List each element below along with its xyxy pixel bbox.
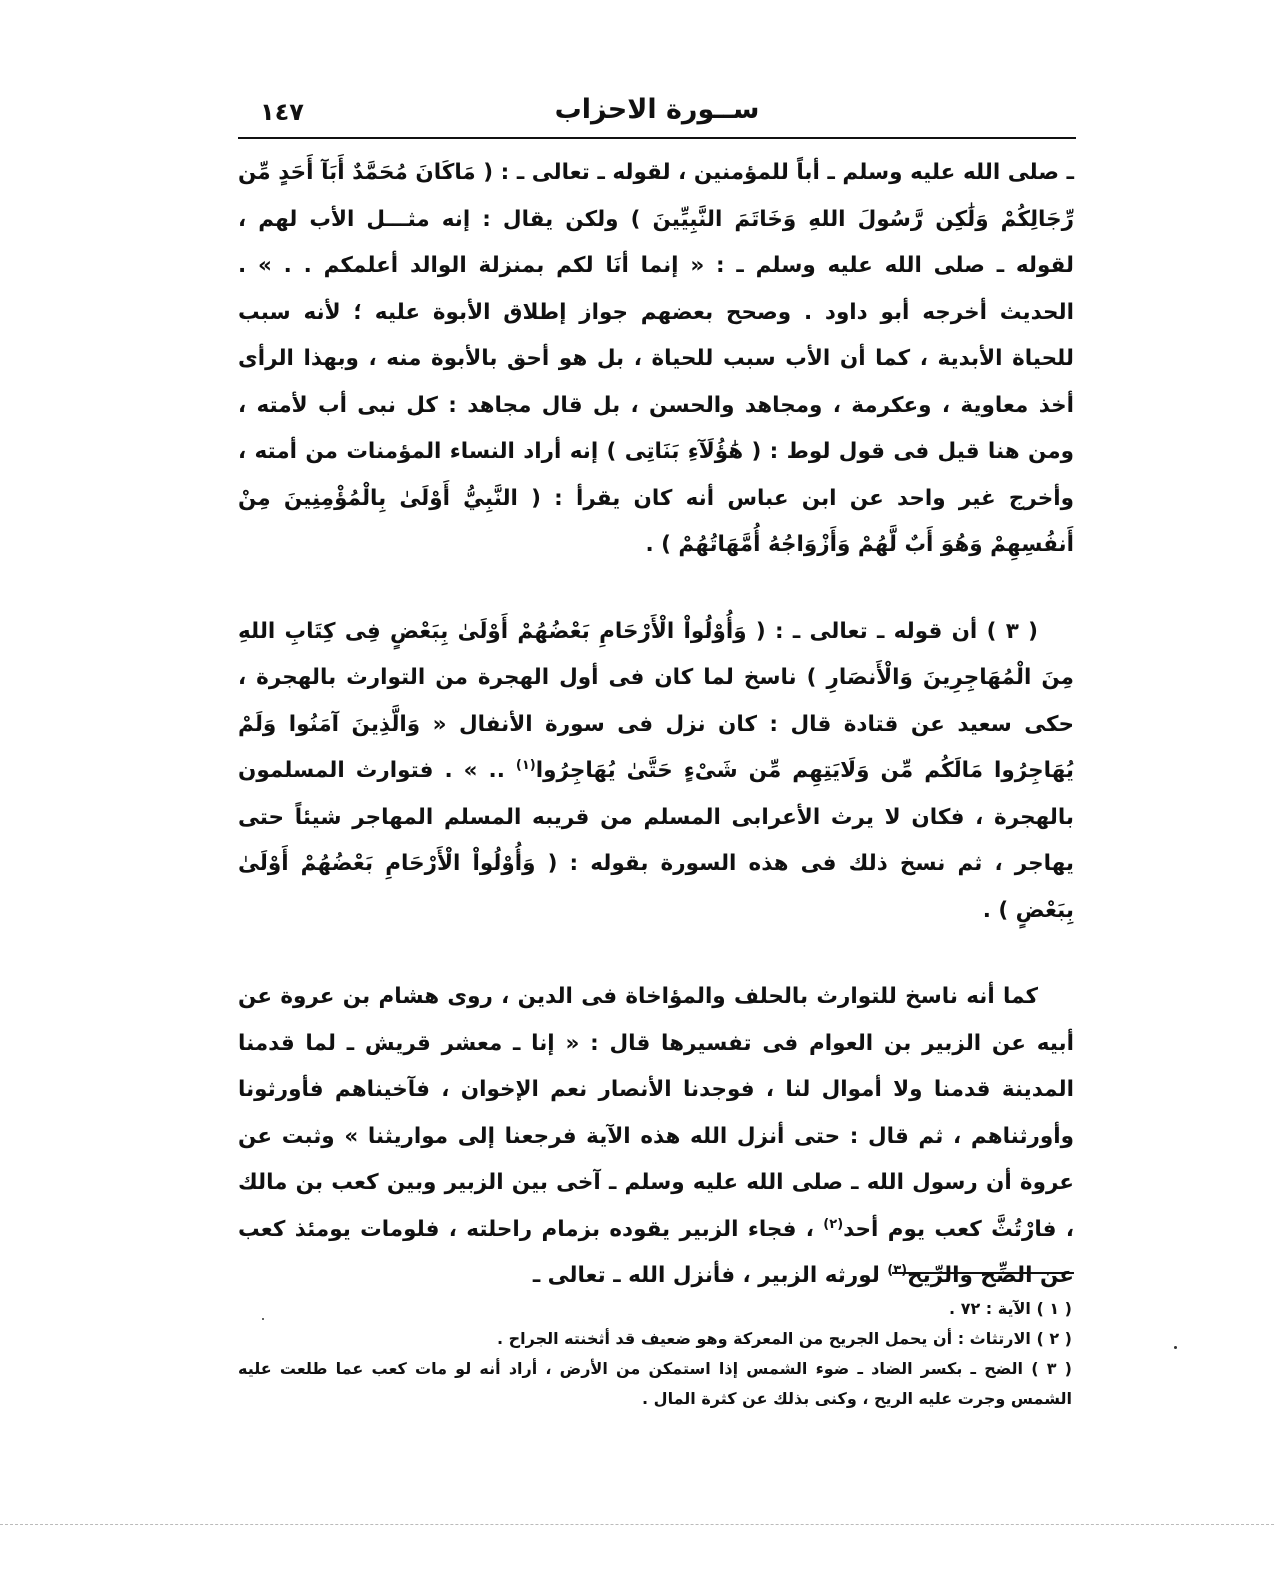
main-text — [238, 150, 1074, 1300]
paragraph-2-text: ( ٣ ) أن قوله ـ تعالى ـ : ( وَأُوْلُواْ الْأَرْحَامِ بَعْضُهُمْ أَوْلَىٰ بِبَعْضٍ فِى كِتَابِ اللهِ مِنَ الْمُهَاجِرِينَ وَالْأَنصَارِ ) ناسخ لما كان فى أول الهجرة من التوارث بالهجرة ، حكى سعيد عن قتادة قال : كان نزل فى سورة الأنفال « وَالَّذِينَ آمَنُوا وَلَمْ يُهَاجِرُوا مَالَكُم مِّن وَلَايَتِهِم مِّن شَىْءٍ حَتَّىٰ يُهَاجِرُوا — [238, 618, 1074, 783]
footnote-1: ( ١ ) الآية : ٧٢ . — [949, 1299, 1072, 1318]
footnote-ref-1[interactable]: (١) — [515, 757, 536, 773]
paragraph-1-text: ـ صلى الله عليه وسلم ـ أباً للمؤمنين ، لقوله ـ تعالى ـ : ( مَاكَانَ مُحَمَّدٌ أَبَآ أَحَدٍ مِّن رِّجَالِكُمْ وَلَٰكِن رَّسُولَ اللهِ وَخَاتَمَ النَّبِيِّينَ ) ولكن يقال : إنه مثـــل الأب لهم ، لقوله ـ صلى الله عليه وسلم ـ : « إنما أنَا لكم بمنزلة الوالد أعلمكم . . » . الحديث أخرجه أبو داود . وصحح بعضهم جواز إطلاق الأبوة عليه ؛ لأنه سبب للحياة الأبدية ، كما أن الأب سبب للحياة ، بل هو أحق بالأبوة منه ، وبهذا الرأى أخذ معاوية ، وعكرمة ، ومجاهد والحسن ، بل قال مجاهد : كل نبى أب لأمته ، ومن هنا قيل فى قول لوط : ( هَٰؤُلَآءِ بَنَاتِى ) إنه أراد النساء المؤمنات من أمته ، وأخرج غير واحد عن ابن عباس أنه كان يقرأ : ( النَّبِيُّ أَوْلَىٰ بِالْمُؤْمِنِينَ مِنْ أَنفُسِهِمْ وَهُوَ أَبٌ لَّهُمْ وَأَزْوَاجُهُ أُمَّهَاتُهُمْ ) . — [238, 160, 1074, 557]
paragraph-1 — [238, 150, 1074, 569]
scan-edge — [0, 1524, 1274, 1525]
scan-speck — [1174, 1346, 1177, 1349]
paragraph-3-text: كما أنه ناسخ للتوارث بالحلف والمؤاخاة فى الدين ، روى هشام بن عروة عن أبيه عن الزبير بن العوام فى تفسيرها قال : « إنا ـ معشر قريش ـ لما قدمنا المدينة قدمنا ولا أموال لنا ، فوجدنا الأنصار نعم الإخوان ، فآخيناهم فأورثونا وأورثناهم ، ثم قال : حتى أنزل الله هذه الآية فرجعنا إلى مواريثنا » وثبت عن عروة أن رسول الله ـ صلى الله عليه وسلم ـ آخى بين الزبير وبين كعب بن مالك ، فارْتُثَّ كعب يوم أحد — [238, 984, 1074, 1242]
footnote-ref-2[interactable]: (٢) — [823, 1216, 844, 1232]
paragraph-2-tail: .. » . فتوارث المسلمون بالهجرة ، فكان لا يرث الأعرابى المسلم من قريبه المسلم المهاجر شيئاً حتى يهاجر ، ثم نسخ ذلك فى هذه السورة بقوله : ( وَأُوْلُواْ الْأَرْحَامِ بَعْضُهُمْ أَوْلَىٰ بِبَعْضٍ ) . — [238, 758, 1074, 923]
footnotes — [238, 1294, 1072, 1414]
footnote-divider — [892, 1272, 1074, 1274]
paragraph-2 — [238, 609, 1074, 935]
footnote-ref-3[interactable]: (٣) — [887, 1262, 908, 1278]
footnote-3: ( ٣ ) الضح ـ بكسر الضاد ـ ضوء الشمس إذا استمكن من الأرض ، أراد أنه لو مات كعب عما طلعت عليه الشمس وجرت عليه الريح ، وكنى بذلك عن كثرة المال . — [238, 1359, 1072, 1408]
page-header — [238, 92, 1076, 132]
paragraph-3 — [238, 974, 1074, 1300]
paragraph-3-mid: ، فجاء الزبير يقوده بزمام راحلته ، فلومات يومئذ كعب عن الضِّح والرِّيح — [238, 1216, 1074, 1288]
scan-speck — [262, 1318, 264, 1320]
paragraph-3-tail: لورثه الزبير ، فأنزل الله ـ تعالى ـ — [532, 1263, 888, 1288]
running-title: ســورة الاحزاب — [554, 94, 760, 125]
page-number: ١٤٧ — [260, 98, 304, 126]
footnote-2: ( ٢ ) الارتثاث : أن يحمل الجريح من المعركة وهو ضعيف قد أثخنته الجراح . — [496, 1329, 1072, 1348]
header-divider — [238, 137, 1076, 139]
